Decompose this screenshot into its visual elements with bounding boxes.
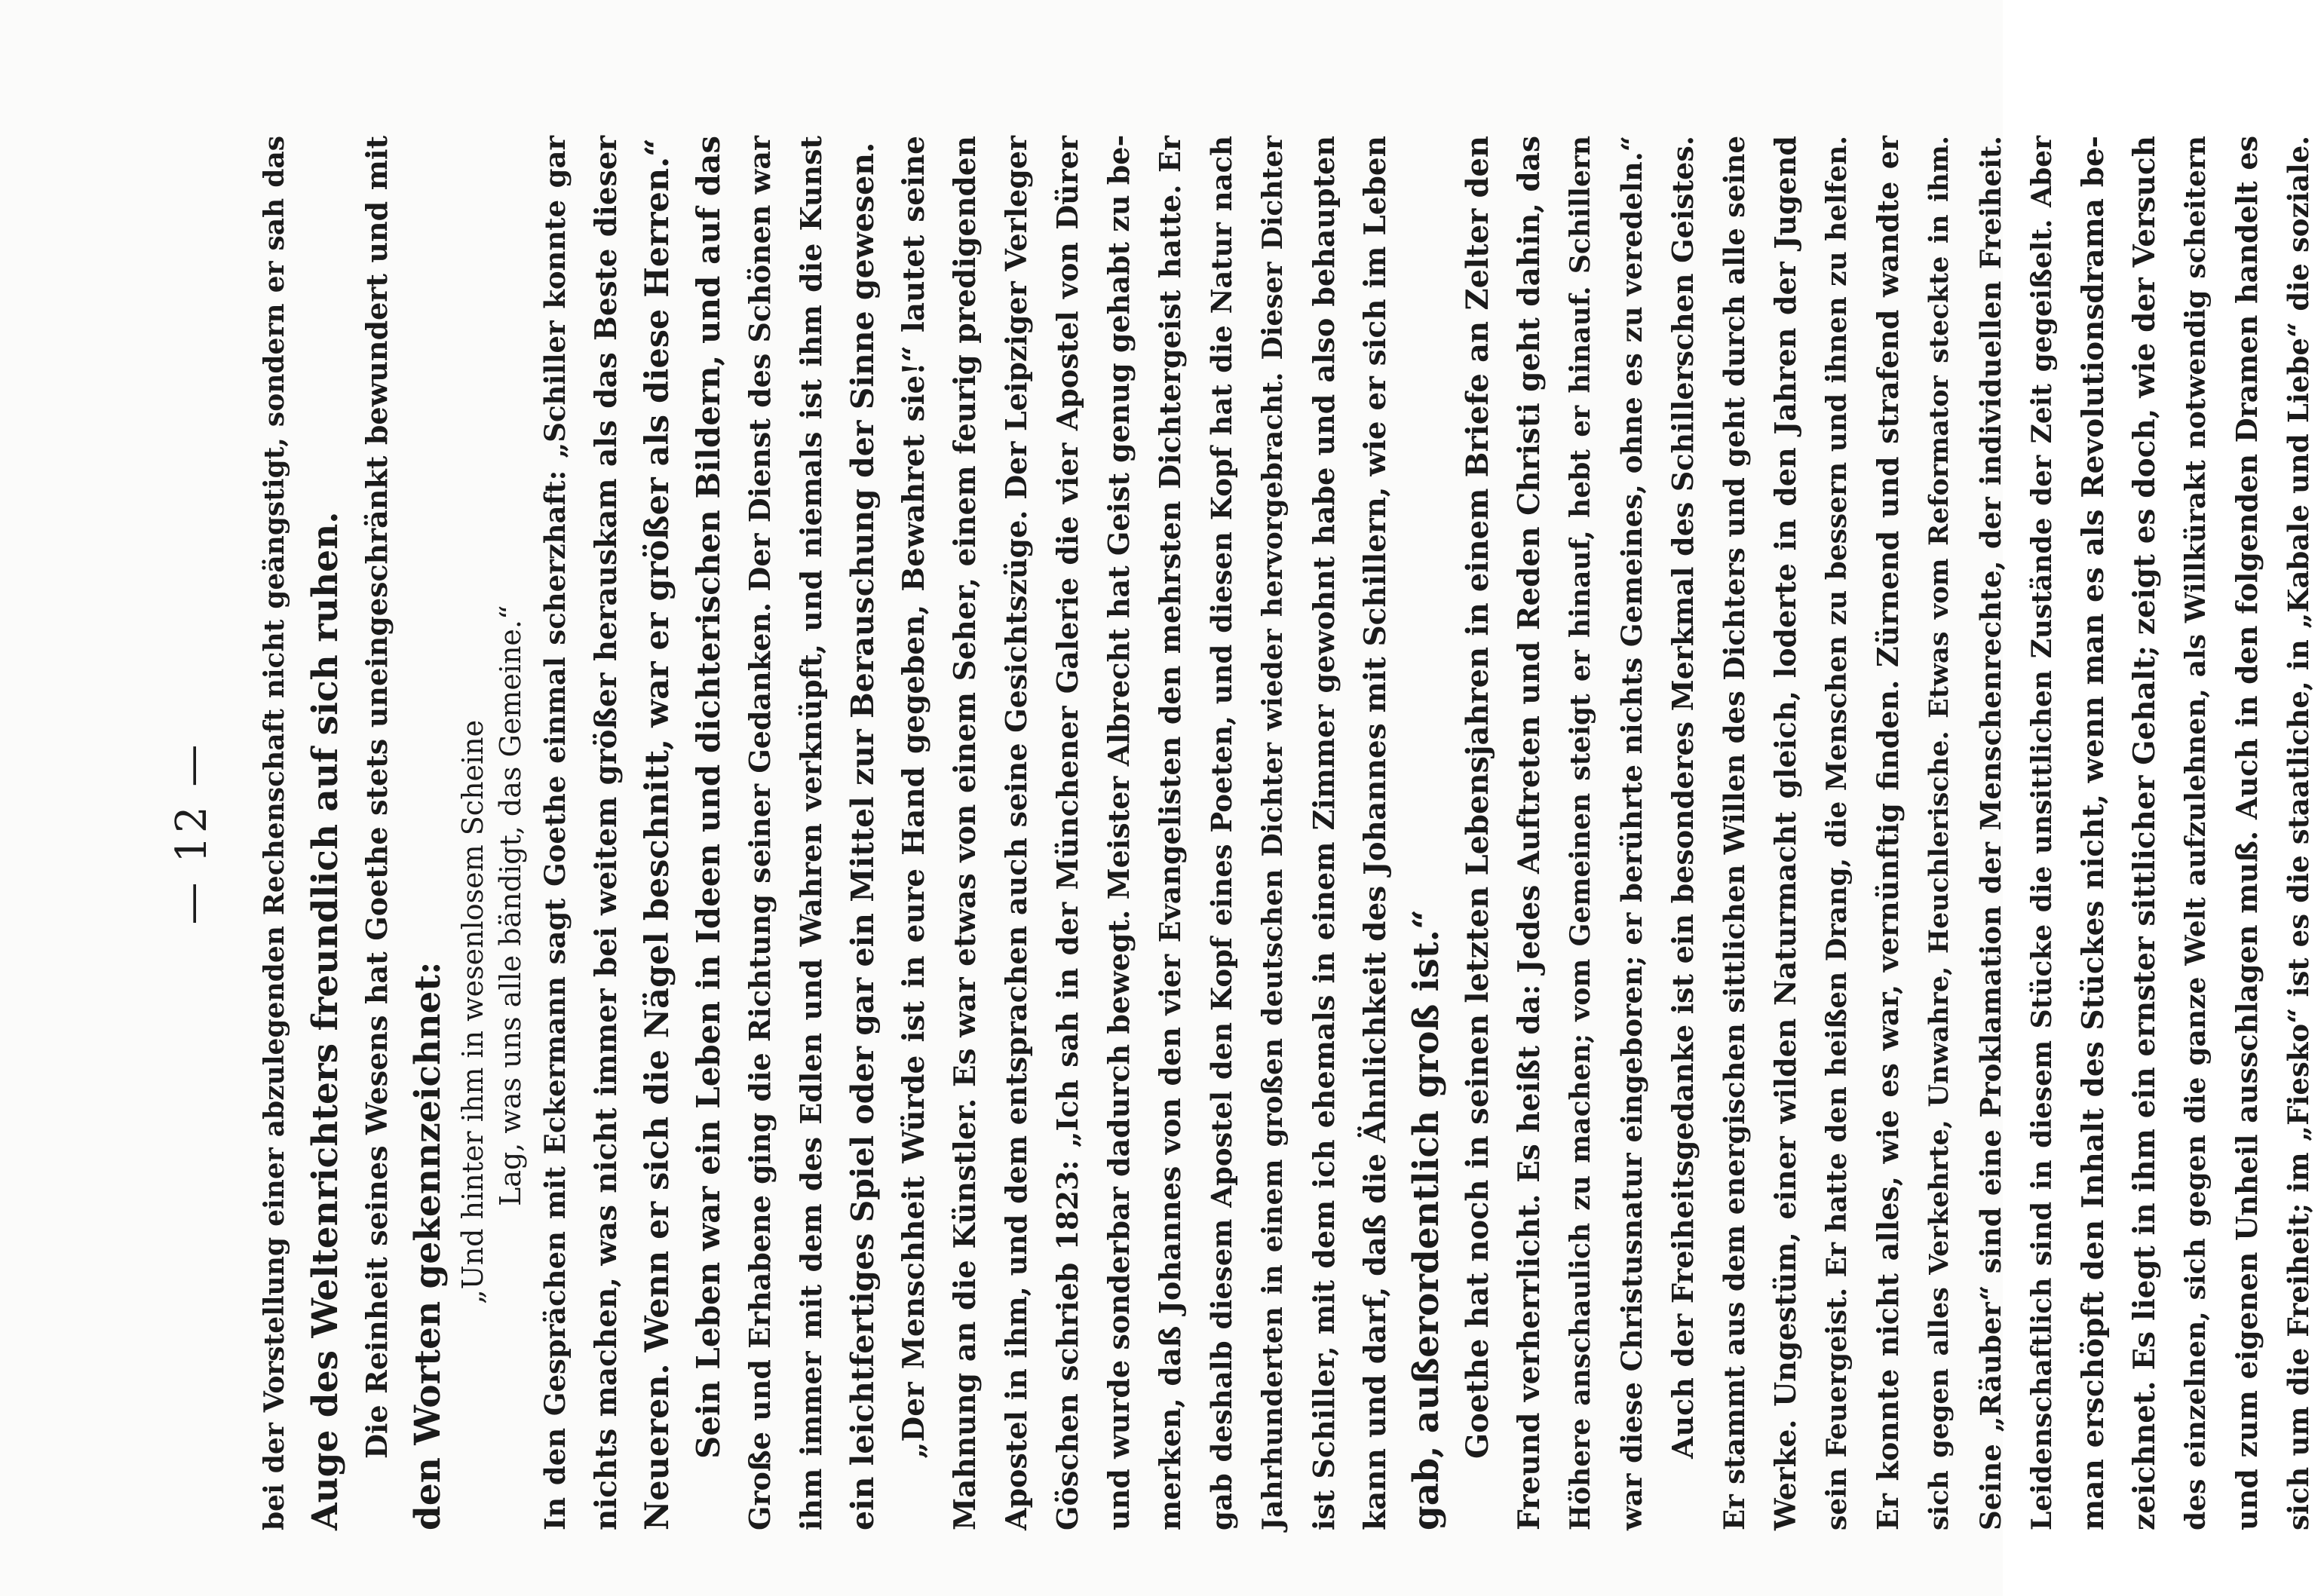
rotated-text-block xyxy=(158,134,2315,1530)
text-line: und zum eigenen Unheil ausschlagen muß. Auch in den folgenden Dramen handelt es xyxy=(2230,136,2264,1530)
text-line: Freund verherrlicht. Es heißt da: Jedes Auftreten und Reden Christi geht dahin, das xyxy=(1512,136,1547,1530)
text-line: bei der Vorstellung einer abzulegenden Rechenschaft nicht geängstigt, sondern er sah das xyxy=(259,136,290,1530)
text-line: In den Gesprächen mit Eckermann sagt Goethe einmal scherzhaft: „Schiller konnte gar xyxy=(538,136,572,1530)
text-line: Große und Erhabene ging die Richtung seiner Gedanken. Der Dienst des Schönen war xyxy=(743,136,777,1530)
text-line: zeichnet. Es liegt in ihm ein ernster sittlicher Gehalt; zeigt es doch, wie der Versuch xyxy=(2127,136,2162,1530)
text-line: gab deshalb diesem Apostel den Kopf eines Poeten, und diesen Kopf hat die Natur nach xyxy=(1205,136,1238,1530)
text-line: Er konnte nicht alles, wie es war, vernünftig finden. Zürnend und strafend wandte er xyxy=(1871,136,1905,1530)
text-line: nichts machen, was nicht immer bei weitem größer herauskam als das Beste dieser xyxy=(589,136,624,1530)
text-line: sich gegen alles Verkehrte, Unwahre, Heuchlerische. Etwas vom Reformator steckte in ihm. xyxy=(1924,136,1955,1530)
text-line: Er stammt aus dem energischen sittlichen Willen des Dichters und geht durch alle seine xyxy=(1718,136,1751,1530)
text-line: Goethe hat noch in seinen letzten Lebensjahren in einem Briefe an Zelter den xyxy=(1460,136,1495,1459)
text-line: Mahnung an die Künstler. Es war etwas von einem Seher, einem feurig predigenden xyxy=(948,136,983,1530)
verse-line: Lag, was uns alle bändigt, das Gemeine.“ xyxy=(494,605,527,1206)
text-line: des einzelnen, sich gegen die ganze Welt aufzulehnen, als Willkürakt notwendig scheitern xyxy=(2180,136,2212,1530)
text-line: und wurde sonderbar dadurch bewegt. Meister Albrecht hat Geist genug gehabt zu be- xyxy=(1102,134,1136,1530)
text-line: Auge des Weltenrichters freundlich auf sich ruhen. xyxy=(305,511,346,1530)
text-line: merken, daß Johannes von den vier Evangelisten den mehrsten Dichtergeist hatte. Er xyxy=(1153,136,1187,1530)
text-line: Sein Leben war ein Leben in Ideen und dichterischen Bildern, und auf das xyxy=(690,136,727,1459)
text-line: den Worten gekennzeichnet: xyxy=(407,961,449,1530)
text-line: sein Feuergeist. Er hatte den heißen Drang, die Menschen zu bessern und ihnen zu helfen. xyxy=(1821,136,1853,1530)
text-line: ein leichtfertiges Spiel oder gar ein Mittel zur Berauschung der Sinne gewesen. xyxy=(845,142,881,1530)
text-line: gab, außerordentlich groß ist.“ xyxy=(1406,909,1447,1530)
text-line: ihm immer mit dem des Edlen und Wahren verknüpft, und niemals ist ihm die Kunst xyxy=(794,136,828,1530)
text-line: Höhere anschaulich zu machen; vom Gemeinen steigt er hinauf, hebt er hinauf. Schillern xyxy=(1565,136,1596,1530)
text-line: Jahrhunderten in einem großen deutschen Dichter wieder hervorgebracht. Dieser Dichter xyxy=(1257,136,1289,1530)
text-line: Werke. Ungestüm, einer wilden Naturmacht gleich, loderte in den Jahren der Jugend xyxy=(1768,136,1802,1530)
text-line: Apostel in ihm, und dem entsprachen auch seine Gesichtszüge. Der Leipziger Verleger xyxy=(999,136,1033,1530)
text-line: kann und darf, daß die Ähnlichkeit des Johannes mit Schillern, wie er sich im Leben xyxy=(1358,136,1393,1530)
text-line: Seine „Räuber“ sind eine Proklamation der Menschenrechte, der individuellen Freiheit. xyxy=(1974,136,2007,1530)
text-line: Göschen schrieb 1823: „Ich sah in der Münchener Galerie die vier Apostel von Dürer xyxy=(1050,136,1084,1530)
text-line: ist Schiller, mit dem ich ehemals in einem Zimmer gewohnt habe und also behaupten xyxy=(1307,136,1341,1530)
text-line: Die Reinheit seines Wesens hat Goethe stets uneingeschränkt bewundert und mit xyxy=(360,136,394,1459)
verse-line: „Und hinter ihm in wesenlosem Scheine xyxy=(456,719,489,1304)
text-line: man erschöpft den Inhalt des Stückes nicht, wenn man es als Revolutionsdrama be- xyxy=(2076,136,2111,1530)
page-number: — 12 — xyxy=(167,741,216,925)
text-line: Auch der Freiheitsgedanke ist ein besonderes Merkmal des Schillerschen Geistes. xyxy=(1666,136,1700,1459)
text-line: Neueren. Wenn er sich die Nägel beschnitt, war er größer als diese Herren.“ xyxy=(639,138,676,1530)
text-line: sich um die Freiheit; im „Fiesko“ ist es die staatliche, in „Kabale und Liebe“ die soziale. xyxy=(2282,136,2315,1530)
text-line: „Der Menschheit Würde ist in eure Hand gegeben, Bewahret sie!“ lautet seine xyxy=(897,136,931,1459)
text-line: Leidenschaftlich sind in diesem Stücke die unsittlichen Zustände der Zeit gegeißelt. Aber xyxy=(2026,136,2058,1530)
body-text xyxy=(249,136,2324,1530)
text-line: war diese Christusnatur eingeboren; er berührte nichts Gemeines, ohne es zu veredeln.“ xyxy=(1615,136,1648,1530)
